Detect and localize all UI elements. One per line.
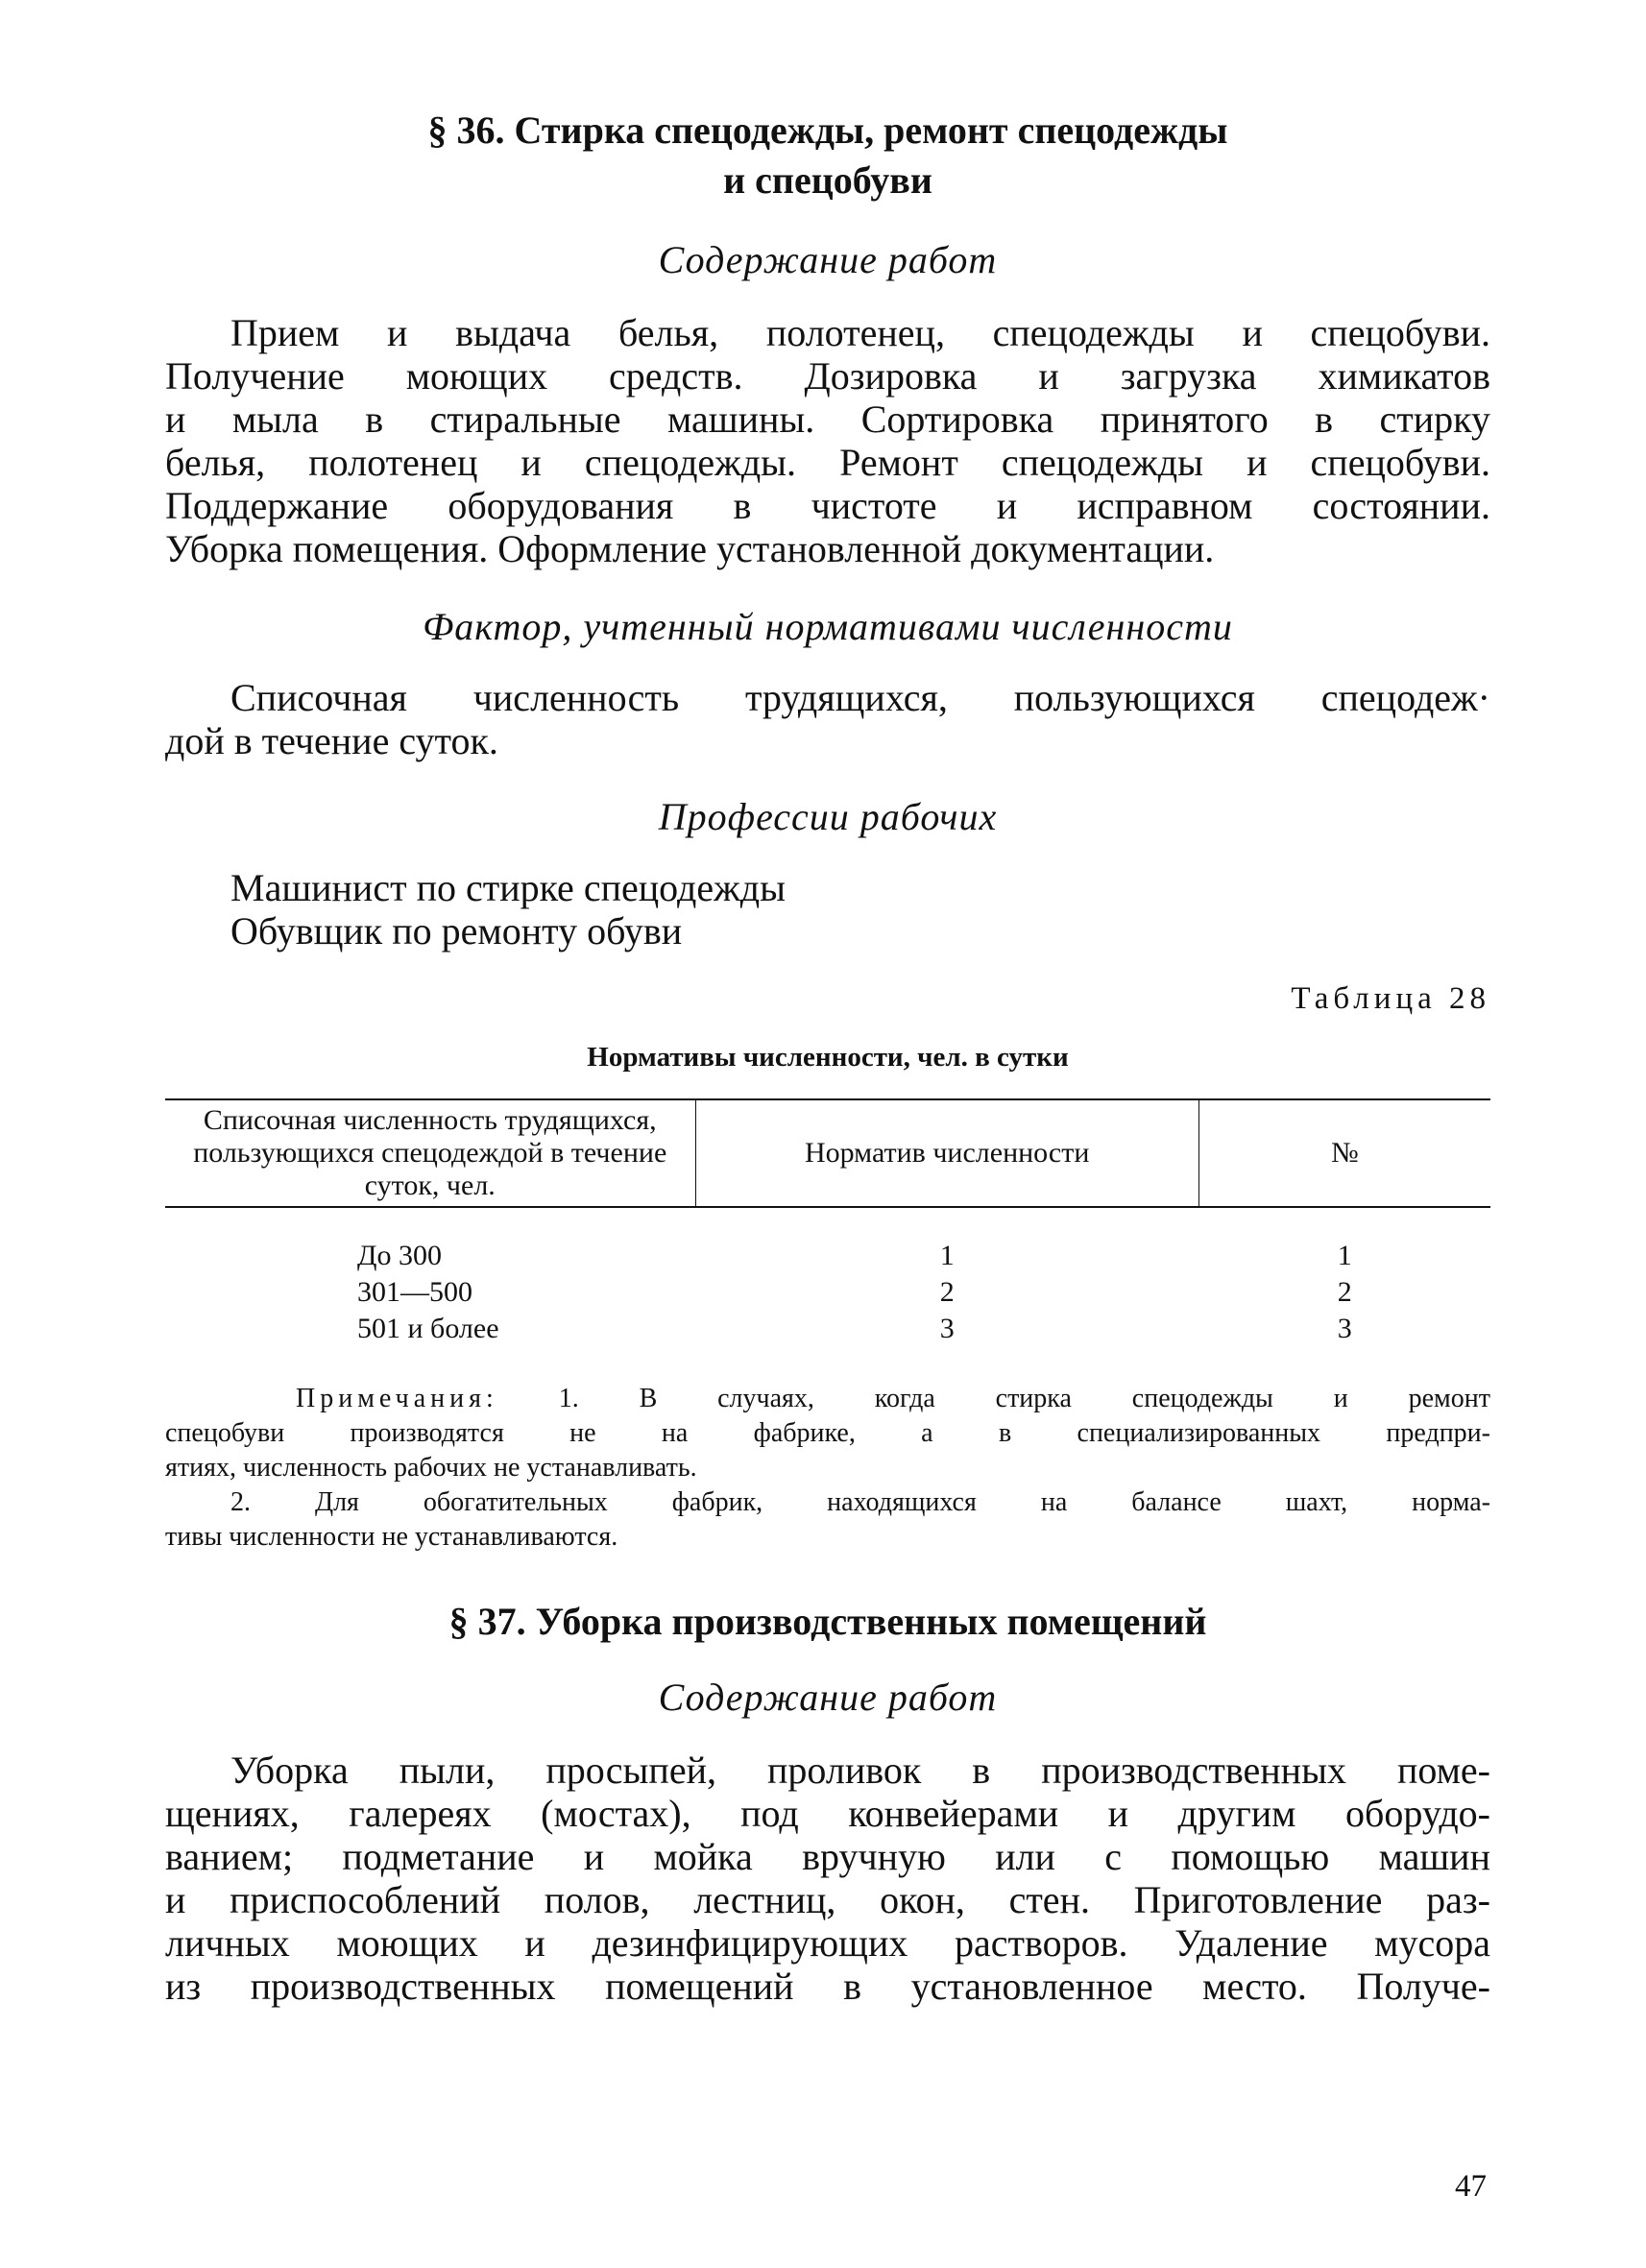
table-row [165, 1238, 1490, 1274]
paragraph-line: из производственных помещений в установленное место. Получе- [165, 1965, 1490, 2008]
paragraph-line: Поддержание оборудования в чистоте и исправном состоянии. [165, 484, 1490, 527]
note-line: спецобуви производятся не на фабрике, а в специализированных предпри- [165, 1418, 1490, 1448]
table-row [165, 1311, 1490, 1347]
table-spacer-row [165, 1207, 1490, 1238]
table-cell: 3 [939, 1313, 955, 1344]
paragraph-line: Списочная численность трудящихся, пользующихся спецодеж· [230, 676, 1490, 719]
table-header-cell: Норматив численности [695, 1099, 1198, 1207]
section-37-content-paragraph [165, 1749, 1490, 2008]
paragraph-line: и приспособлений полов, лестниц, окон, стен. Приготовление раз- [165, 1878, 1490, 1921]
professions-list [165, 866, 1490, 953]
table-label: Таблица 28 [1291, 981, 1490, 1016]
note-line: ятиях, численность рабочих не устанавливать. [165, 1453, 697, 1483]
note-line [165, 1382, 1490, 1416]
section-37-content-heading: Содержание работ [658, 1676, 998, 1719]
table-cell: До 300 [357, 1240, 442, 1271]
paragraph-line: и мыла в стиральные машины. Сортировка принятого в стирку [165, 398, 1490, 441]
table-cell: 2 [1337, 1276, 1352, 1308]
table-cell: 1 [939, 1240, 955, 1271]
table-header-row [165, 1099, 1490, 1207]
paragraph-line: Уборка помещения. Оформление установленной документации. [165, 527, 1215, 570]
paragraph-line: Получение моющих средств. Дозировка и загрузка химикатов [165, 354, 1490, 398]
table-notes [165, 1382, 1490, 1555]
paragraph-line: щениях, галереях (мостах), под конвейерами и другим оборудо- [165, 1792, 1490, 1835]
section-36-factor-paragraph [165, 676, 1490, 762]
section-36-title-line1: § 36. Стирка спецодежды, ремонт спецодежды [427, 109, 1228, 152]
table-row [165, 1274, 1490, 1311]
table-cell: 2 [939, 1276, 955, 1308]
notes-label: Примечания: [296, 1384, 498, 1413]
document-page [165, 106, 1490, 2199]
paragraph-line: белья, полотенец и спецодежды. Ремонт спецодежды и спецобуви. [165, 441, 1490, 484]
paragraph-line: дой в течение суток. [165, 719, 498, 762]
table-title: Нормативы численности, чел. в сутки [587, 1042, 1069, 1073]
section-36-title [165, 106, 1490, 205]
table-cell: 501 и более [357, 1313, 499, 1344]
section-36-content-paragraph [165, 311, 1490, 570]
section-37-title: § 37. Уборка производственных помещений [448, 1600, 1207, 1643]
profession-item: Обувщик по ремонту обуви [230, 909, 683, 953]
note-line: 2. Для обогатительных фабрик, находящихся на балансе шахт, норма- [230, 1487, 1490, 1517]
section-36-factor-heading: Фактор, учтенный нормативами численности [423, 605, 1233, 648]
note-line: тивы численности не устанавливаются. [165, 1522, 618, 1552]
norms-table [165, 1098, 1490, 1347]
profession-item: Машинист по стирке спецодежды [230, 866, 786, 909]
table-cell: 3 [1337, 1313, 1352, 1344]
paragraph-line: ванием; подметание и мойка вручную или с помощью машин [165, 1835, 1490, 1878]
section-36-title-line2: и спецобуви [723, 158, 932, 202]
paragraph-line: Прием и выдача белья, полотенец, спецодежды и спецобуви. [230, 311, 1490, 354]
paragraph-line: личных моющих и дезинфицирующих растворов. Удаление мусора [165, 1921, 1490, 1965]
table-cell: 301—500 [357, 1276, 472, 1308]
table-header-cell: Списочная численность трудящихся, пользующихся спецодеждой в течение суток, чел. [165, 1099, 695, 1207]
section-36-professions-heading: Профессии рабочих [658, 795, 998, 838]
paragraph-line: Уборка пыли, просыпей, проливок в производственных поме- [230, 1749, 1490, 1792]
section-36-content-heading: Содержание работ [658, 238, 998, 281]
table-header-cell: № [1198, 1099, 1490, 1207]
note-text: 1. В случаях, когда стирка спецодежды и ремонт [558, 1384, 1490, 1413]
page-number: 47 [1455, 2169, 1487, 2204]
table-cell: 1 [1337, 1240, 1352, 1271]
